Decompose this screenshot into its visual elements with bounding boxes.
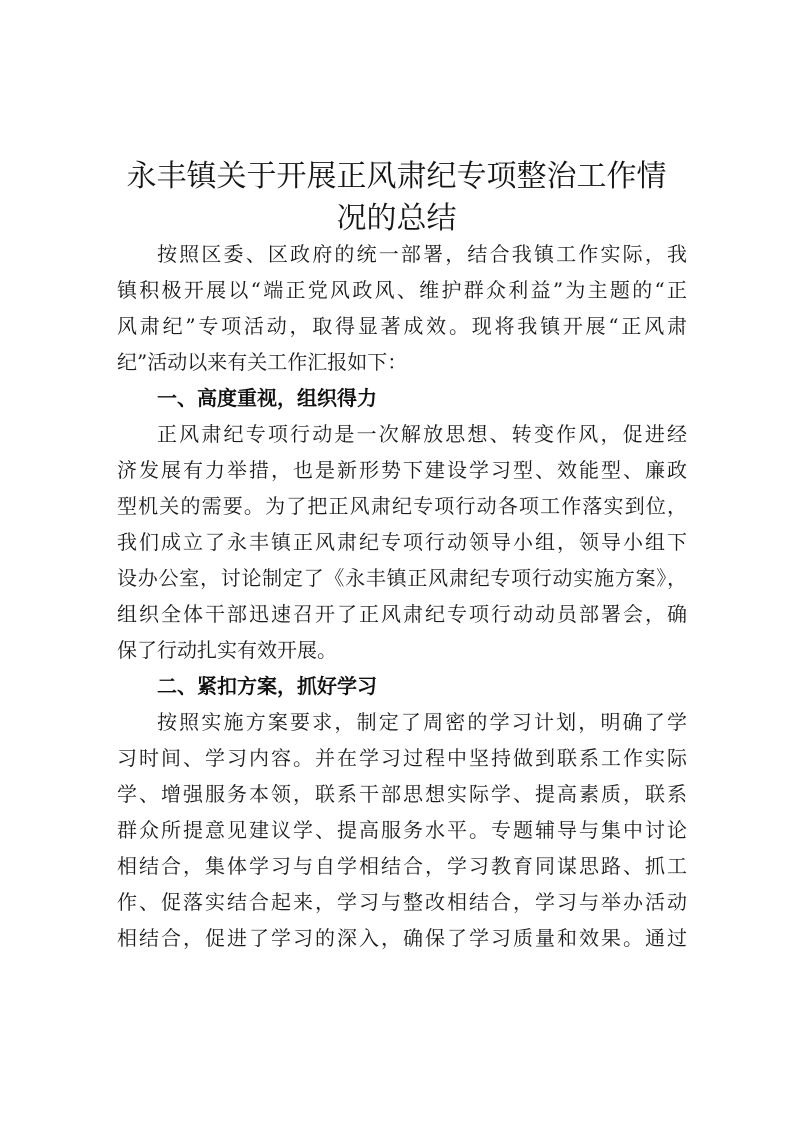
paragraph-line: 作、促落实结合起来，学习与整改相结合，学习与举办活动: [117, 890, 687, 914]
paragraph-line: 相结合，促进了学习的深入，确保了学习质量和效果。通过: [117, 926, 687, 950]
title-line: 永丰镇关于开展正风肃纪专项整治工作情: [126, 159, 667, 195]
paragraph-line: 设办公室，讨论制定了《永丰镇正风肃纪专项行动实施方案》，: [117, 566, 687, 590]
paragraph-line: 济发展有力举措，也是新形势下建设学习型、效能型、廉政: [117, 458, 687, 482]
section-2-paragraph: [117, 704, 687, 956]
paragraph-line: 习时间、学习内容。并在学习过程中坚持做到联系工作实际: [117, 746, 687, 770]
document-title: [100, 156, 693, 240]
paragraph-line: 保了行动扎实有效开展。: [117, 638, 337, 662]
paragraph-line: 按照区委、区政府的统一部署，结合我镇工作实际，我: [157, 242, 687, 266]
document-body: [117, 236, 687, 956]
section-1-paragraph: [117, 416, 687, 668]
paragraph-line: 按照实施方案要求，制定了周密的学习计划，明确了学: [157, 710, 687, 734]
paragraph-line: 正风肃纪专项行动是一次解放思想、转变作风，促进经: [157, 422, 687, 446]
paragraph-line: 相结合，集体学习与自学相结合，学习教育同谋思路、抓工: [117, 854, 687, 878]
paragraph-line: 风肃纪”专项活动，取得显著成效。现将我镇开展“正风肃: [117, 314, 687, 338]
paragraph-line: 纪”活动以来有关工作汇报如下：: [117, 350, 408, 374]
paragraph-line: 组织全体干部迅速召开了正风肃纪专项行动动员部署会，确: [117, 602, 687, 626]
paragraph-line: 镇积极开展以“端正党风政风、维护群众利益”为主题的“正: [117, 278, 687, 302]
paragraph-line: 我们成立了永丰镇正风肃纪专项行动领导小组，领导小组下: [117, 530, 687, 554]
title-line: 况的总结: [336, 201, 457, 237]
paragraph-line: 学、增强服务本领，联系干部思想实际学、提高素质，联系: [117, 782, 687, 806]
section-heading-2: 二、紧扣方案，抓好学习: [157, 674, 377, 698]
paragraph-line: 型机关的需要。为了把正风肃纪专项行动各项工作落实到位，: [117, 494, 687, 518]
paragraph-line: 群众所提意见建议学、提高服务水平。专题辅导与集中讨论: [117, 818, 687, 842]
intro-paragraph: [117, 236, 687, 380]
section-heading-1: 一、高度重视，组织得力: [157, 386, 377, 410]
